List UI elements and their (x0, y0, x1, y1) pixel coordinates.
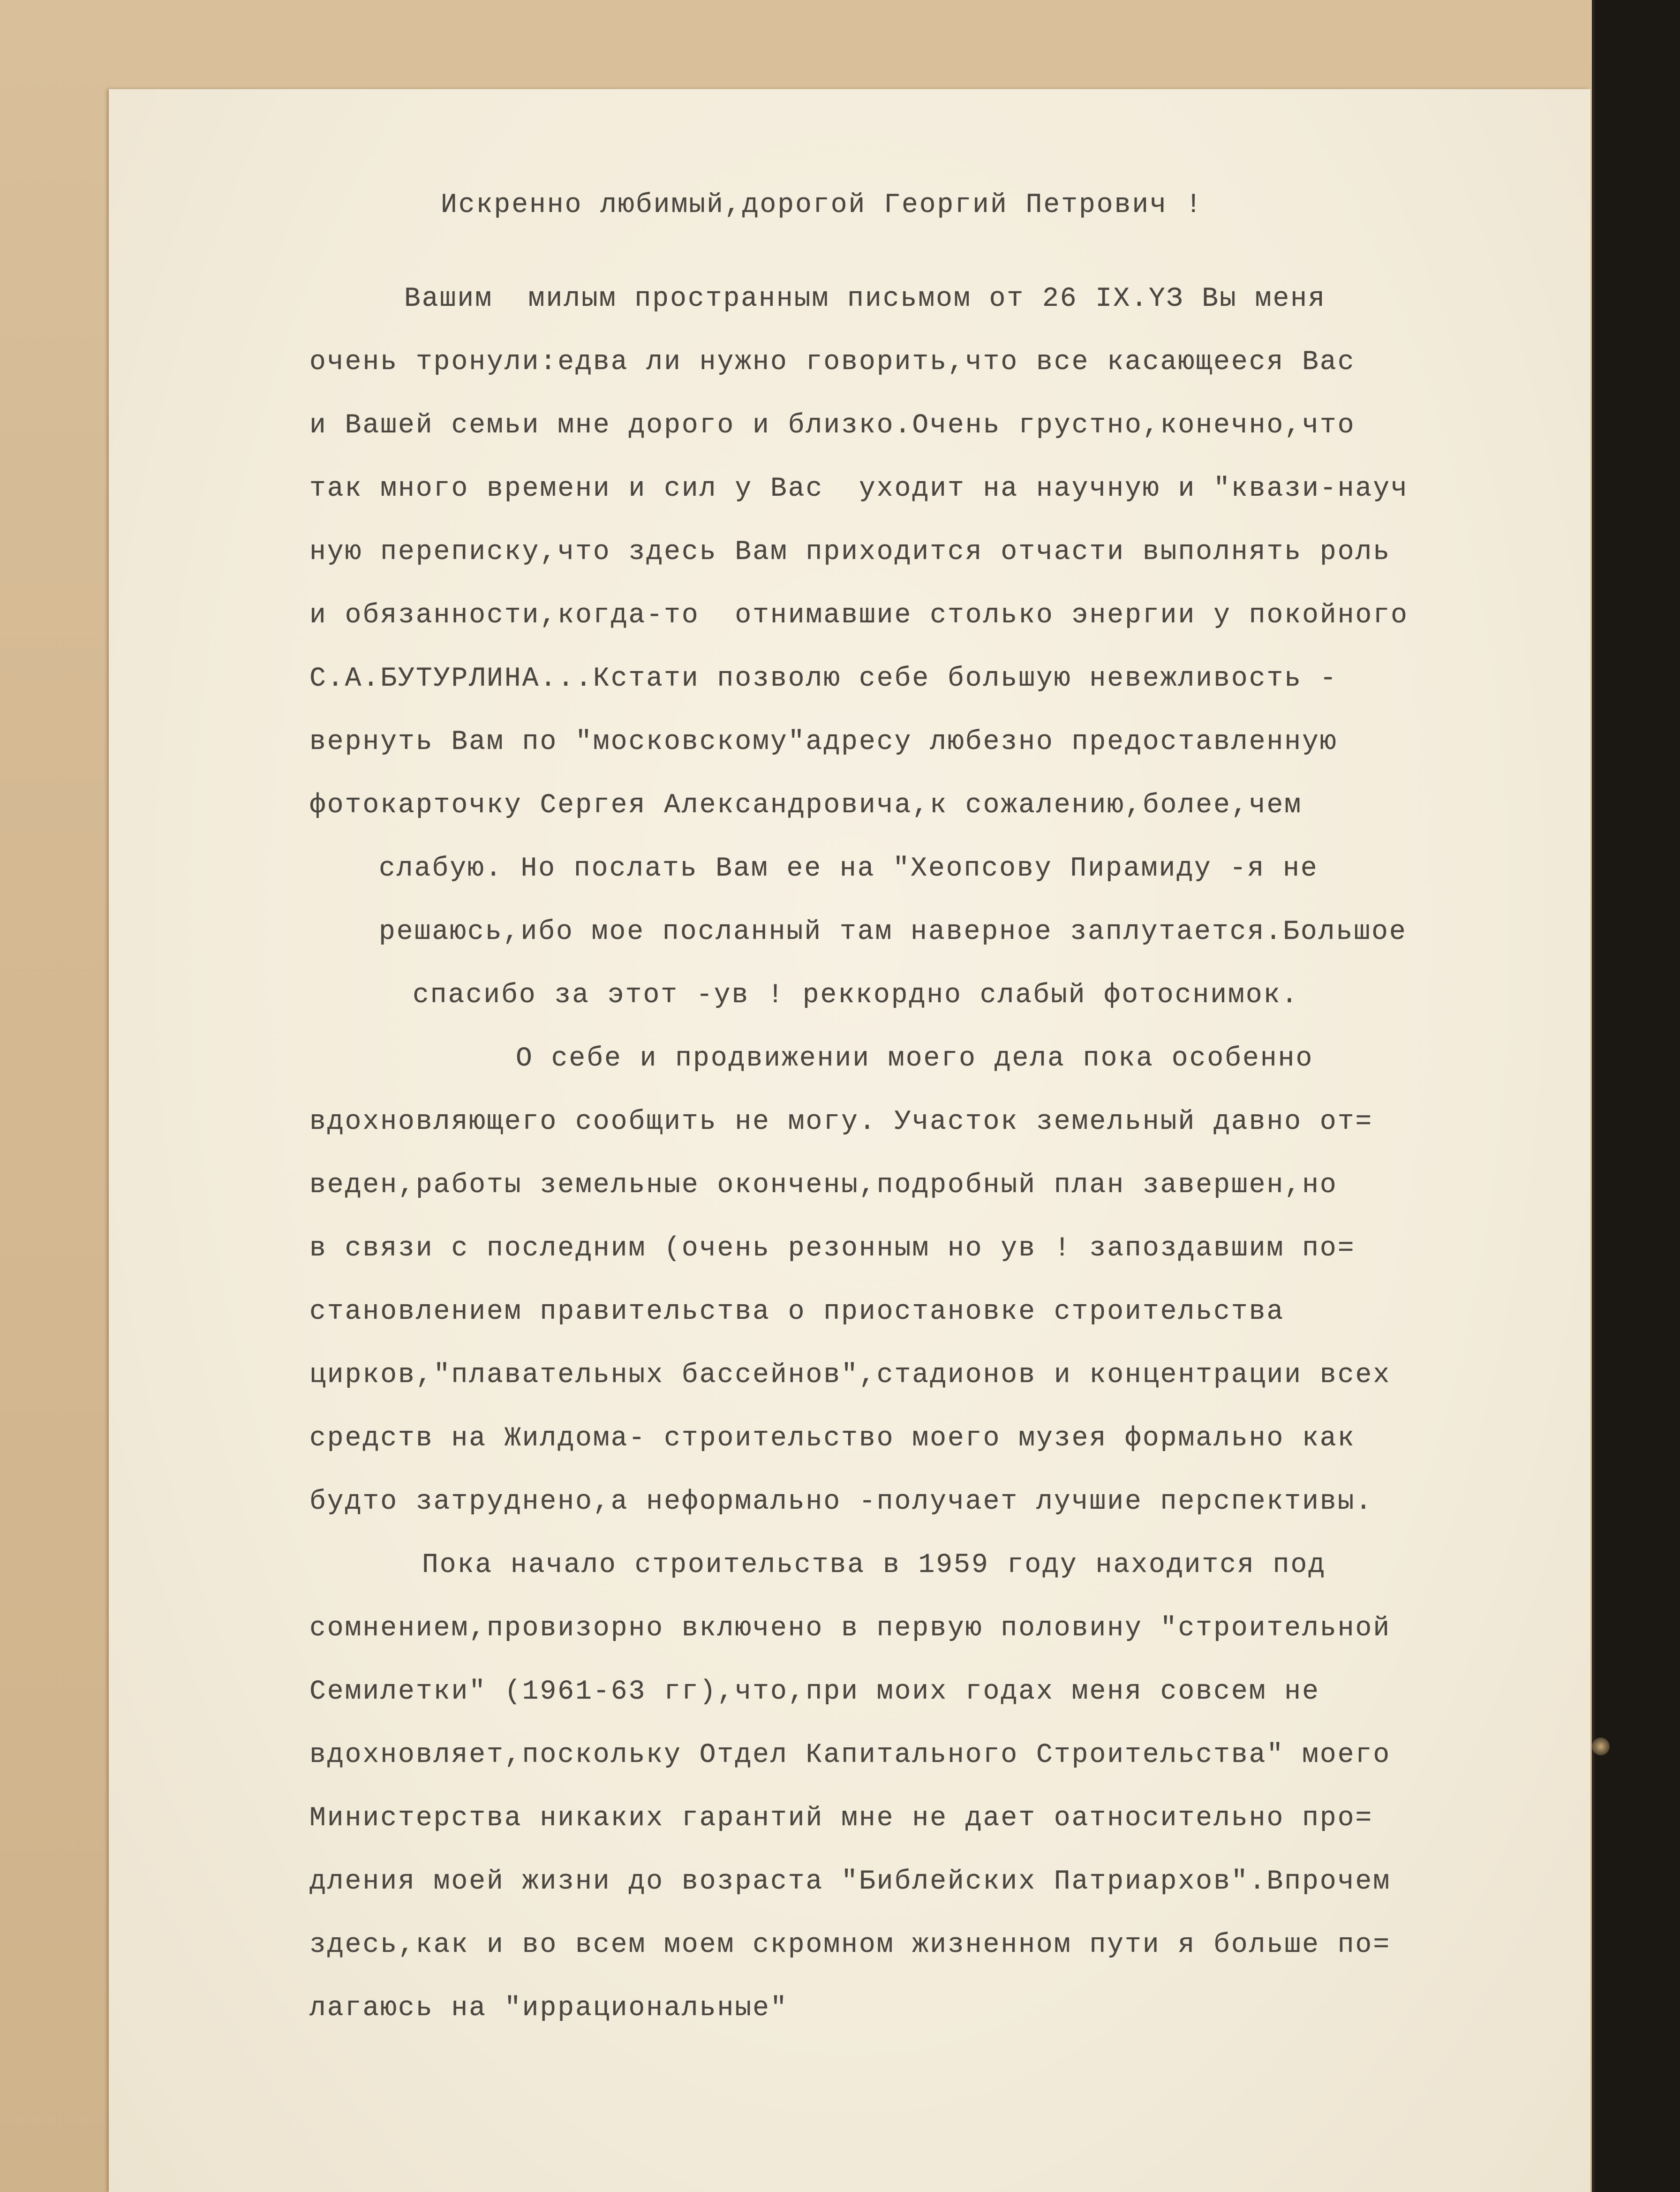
letter-line: здесь,как и во всем моем скромном жизненном пути я больше по= (309, 1930, 1391, 1960)
letter-line: решаюсь,ибо мое посланный там наверное заплутается.Большое (379, 917, 1407, 947)
letter-line: спасибо за этот -ув ! реккордно слабый фотоснимок. (413, 980, 1299, 1011)
letter-line: Министерства никаких гарантий мне не дает оатносительно про= (309, 1803, 1373, 1834)
letter-line: С.А.БУТУРЛИНА...Кстати позволю себе большую невежливость - (309, 664, 1338, 694)
letter-line: вернуть Вам по "московскому"адресу любезно предоставленную (309, 727, 1338, 757)
letter-line: слабую. Но послать Вам ее на "Хеопсову Пирамиду -я не (379, 854, 1318, 884)
letter-salutation: Искренно любимый,дорогой Георгий Петрович ! (441, 190, 1203, 220)
letter-line: в связи с последним (очень резонным но ув ! запоздавшим по= (309, 1233, 1356, 1264)
letter-line: цирков,"плавательных бассейнов",стадионов и концентрации всех (309, 1360, 1391, 1391)
page-edge-shadow (1592, 0, 1595, 2192)
letter-line: Вашим милым пространным письмом от 26 IX.ҮЗ Вы меня (404, 284, 1326, 314)
letter-line: веден,работы земельные окончены,подробный план завершен,но (309, 1170, 1338, 1201)
letter-line: средств на Жилдома- строительство моего музея формально как (309, 1423, 1356, 1454)
letter-line: так много времени и сил у Вас уходит на научную и "квази-науч (309, 474, 1409, 504)
letter-line: фотокарточку Сергея Александровича,к сожалению,более,чем (309, 790, 1303, 821)
letter-line: очень тронули:едва ли нужно говорить,что все касающееся Вас (309, 347, 1356, 378)
letter-line: становлением правительства о приостановке строительства (309, 1297, 1285, 1327)
letter-line: дления моей жизни до возраста "Библейских Патриархов".Впрочем (309, 1867, 1391, 1897)
letter-line: сомнением,провизорно включено в первую половину "строительной (309, 1613, 1391, 1644)
letter-line: будто затруднено,а неформально -получает лучшие перспективы. (309, 1487, 1373, 1517)
letter-line: ную переписку,что здесь Вам приходится отчасти выполнять роль (309, 537, 1391, 567)
letter-line: вдохновляющего сообщить не могу. Участок земельный давно от= (309, 1107, 1373, 1137)
letter-line: и обязанности,когда-то отнимавшие столько энергии у покойного (309, 600, 1409, 631)
paper-stain (1592, 1738, 1610, 1755)
letter-line: Пока начало строительства в 1959 году находится под (422, 1550, 1326, 1580)
letter-line: вдохновляет,поскольку Отдел Капитального Строительства" моего (309, 1740, 1391, 1770)
letter-line: и Вашей семьи мне дорого и близко.Очень грустно,конечно,что (309, 410, 1356, 441)
letter-line: О себе и продвижении моего дела пока особенно (516, 1043, 1314, 1074)
letter-line: Семилетки" (1961-63 гг),что,при моих годах меня совсем не (309, 1677, 1320, 1707)
letter-line: лагаюсь на "иррациональные" (309, 1993, 788, 2024)
